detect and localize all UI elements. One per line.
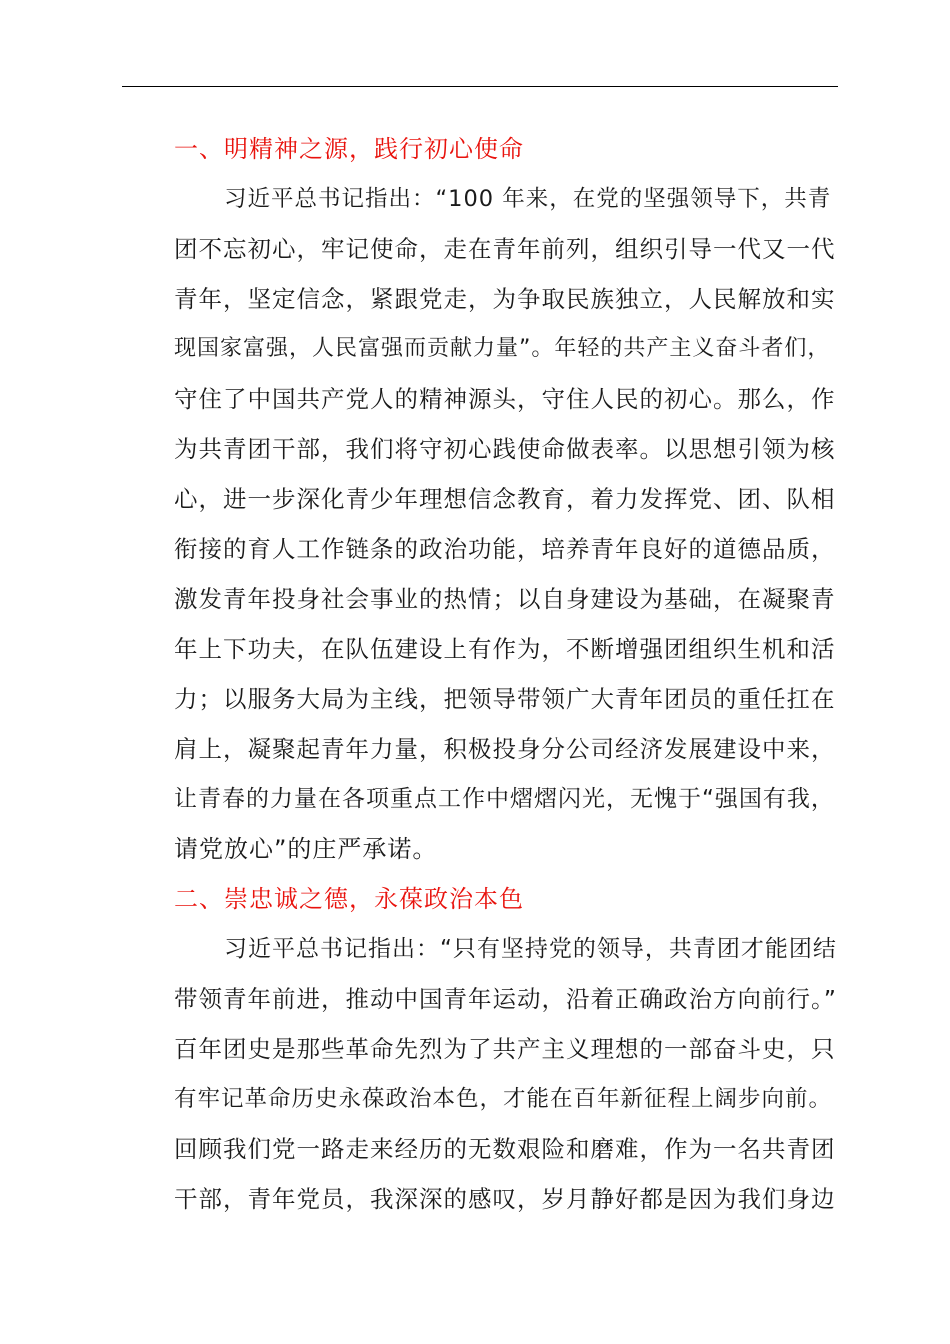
paragraph-line: 让青春的力量在各项重点工作中熠熠闪光，无愧于“强国有我， <box>174 786 835 812</box>
paragraph-line: 衔接的育人工作链条的政治功能，培养青年良好的道德品质， <box>174 535 836 563</box>
paragraph-line: 守住了中国共产党人的精神源头，守住人民的初心。那么，作 <box>174 385 836 413</box>
paragraph-line: 团不忘初心，牢记使命，走在青年前列，组织引导一代又一代 <box>174 235 836 263</box>
paragraph-line: 年上下功夫，在队伍建设上有作为，不断增强团组织生机和活 <box>174 635 836 663</box>
section-heading-1: 一、明精神之源，践行初心使命 <box>174 135 524 163</box>
paragraph-line: 干部，青年党员，我深深的感叹，岁月静好都是因为我们身边 <box>174 1185 836 1213</box>
paragraph-line: 心，进一步深化青少年理想信念教育，着力发挥党、团、队相 <box>174 485 836 513</box>
section-paragraph-1 <box>124 174 838 874</box>
paragraph-line: 带领青年前进，推动中国青年运动，沿着正确政治方向前行。” <box>174 985 837 1013</box>
document-body <box>124 124 838 1224</box>
paragraph-line: 百年团史是那些革命先烈为了共产主义理想的一部奋斗史，只 <box>174 1035 836 1063</box>
paragraph-line: 为共青团干部，我们将守初心践使命做表率。以思想引领为核 <box>174 435 836 463</box>
paragraph-line: 有牢记革命历史永葆政治本色，才能在百年新征程上阔步向前。 <box>174 1086 833 1112</box>
paragraph-line: 力；以服务大局为主线，把领导带领广大青年团员的重任扛在 <box>174 685 836 713</box>
paragraph-line: 回顾我们党一路走来经历的无数艰险和磨难，作为一名共青团 <box>174 1135 836 1163</box>
paragraph-line: 肩上，凝聚起青年力量，积极投身分公司经济发展建设中来， <box>174 735 836 763</box>
section-paragraph-2 <box>124 924 838 1224</box>
paragraph-line: 激发青年投身社会事业的热情；以自身建设为基础，在凝聚青 <box>174 585 836 613</box>
paragraph-line: 现国家富强，人民富强而贡献力量”。年轻的共产主义奋斗者们， <box>174 336 831 361</box>
paragraph-line: 请党放心”的庄严承诺。 <box>174 835 438 863</box>
paragraph-line: 青年，坚定信念，紧跟党走，为争取民族独立，人民解放和实 <box>174 285 836 313</box>
paragraph-line: 习近平总书记指出：“100 年来，在党的坚强领导下，共青 <box>224 186 832 212</box>
section-heading-2: 二、崇忠诚之德，永葆政治本色 <box>174 885 524 913</box>
paragraph-line: 习近平总书记指出：“只有坚持党的领导，共青团才能团结 <box>224 936 837 962</box>
header-rule <box>122 86 838 87</box>
